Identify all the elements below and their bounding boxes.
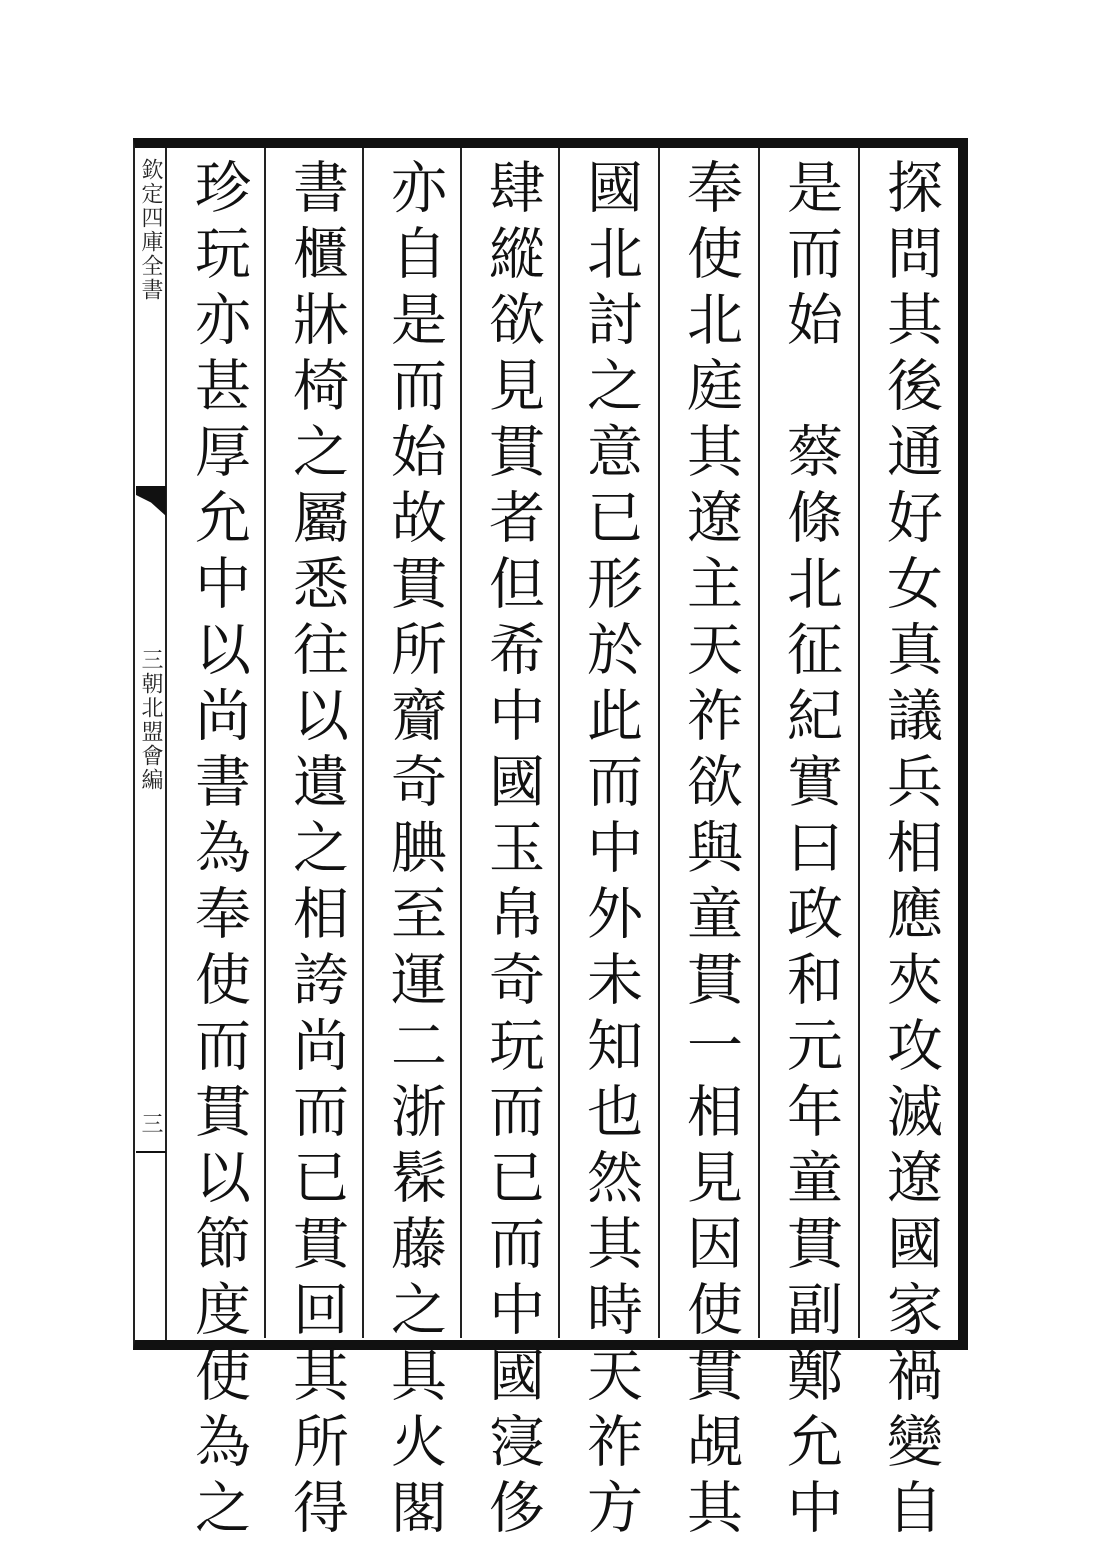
page-number-rule [136, 1151, 166, 1153]
book-title: 三朝北盟會編 [138, 648, 163, 792]
column-rule [658, 148, 660, 1338]
text-column-3: 奉使北庭其遼主天祚欲與童貫一相見因使貫覘其 [678, 158, 743, 1544]
text-column-2: 是而始 蔡條北征紀實曰政和元年童貫副鄭允中 [778, 158, 843, 1544]
page-number: 三 [138, 1112, 163, 1136]
text-column-7: 書櫃牀椅之屬悉往以遺之相誇尚而已貫回其所得 [284, 158, 349, 1544]
text-column-6: 亦自是而始故貫所齎奇腆至運二浙髹藤之具火閣 [382, 158, 447, 1544]
library-title: 欽定四庫全書 [138, 158, 163, 302]
column-rule [758, 148, 760, 1338]
column-rule [858, 148, 860, 1338]
text-column-1: 探問其後通好女真議兵相應夾攻滅遼國家禍變自 [878, 158, 943, 1544]
text-column-4: 國北討之意已形於此而中外未知也然其時天祚方 [578, 158, 643, 1544]
text-column-5: 肆縱欲見貫者但希中國玉帛奇玩而已而中國寖侈 [480, 158, 545, 1544]
text-column-8: 珍玩亦甚厚允中以尚書為奉使而貫以節度使為之 [186, 158, 251, 1544]
